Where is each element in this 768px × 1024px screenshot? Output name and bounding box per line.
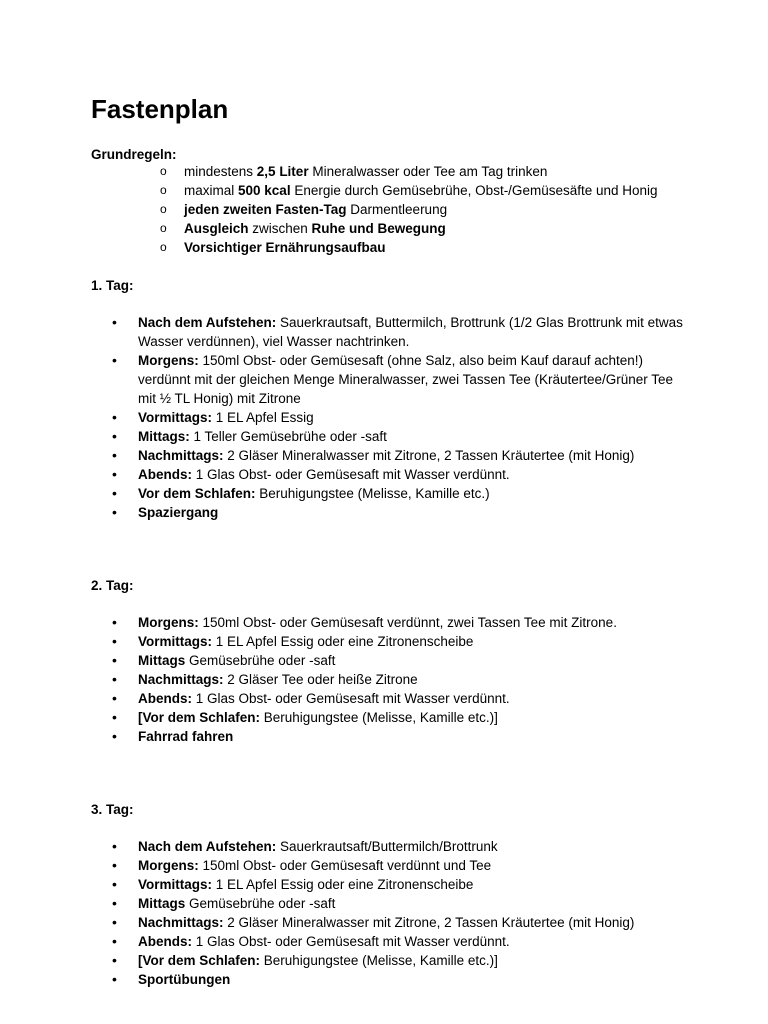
grundregeln-label: Grundregeln: (91, 147, 177, 162)
day-2-list (0, 613, 690, 746)
day-1-label: 1. Tag: (91, 278, 134, 293)
list-item: • Abends: 1 Glas Obst- oder Gemüsesaft mit Wasser verdünnt. (0, 465, 690, 484)
list-item: • Mittags Gemüsebrühe oder -saft (0, 894, 690, 913)
page-title: Fastenplan (91, 94, 229, 124)
list-item: • Fahrrad fahren (0, 727, 690, 746)
list-item: • Nach dem Aufstehen: Sauerkrautsaft/Buttermilch/Brottrunk (0, 837, 690, 856)
list-item: • Vor dem Schlafen: Beruhigungstee (Melisse, Kamille etc.) (0, 484, 690, 503)
list-item: • Nachmittags: 2 Gläser Mineralwasser mit Zitrone, 2 Tassen Kräutertee (mit Honig) (0, 913, 690, 932)
day-2-label: 2. Tag: (91, 578, 134, 593)
list-item: • Morgens: 150ml Obst- oder Gemüsesaft verdünnt und Tee (0, 856, 690, 875)
day-3-label: 3. Tag: (91, 802, 134, 817)
day-3-list (0, 837, 690, 989)
list-item: o Vorsichtiger Ernährungsaufbau (0, 238, 658, 257)
list-item: o maximal 500 kcal Energie durch Gemüsebrühe, Obst-/Gemüsesäfte und Honig (0, 181, 658, 200)
list-item: • Mittags Gemüsebrühe oder -saft (0, 651, 690, 670)
list-item: • Vormittags: 1 EL Apfel Essig (0, 408, 690, 427)
list-item: • Vormittags: 1 EL Apfel Essig oder eine Zitronenscheibe (0, 875, 690, 894)
list-item: • Nachmittags: 2 Gläser Tee oder heiße Zitrone (0, 670, 690, 689)
list-item: o jeden zweiten Fasten-Tag Darmentleerung (0, 200, 658, 219)
list-item: • Morgens: 150ml Obst- oder Gemüsesaft verdünnt, zwei Tassen Tee mit Zitrone. (0, 613, 690, 632)
list-item: o mindestens 2,5 Liter Mineralwasser oder Tee am Tag trinken (0, 162, 658, 181)
list-item: • Mittags: 1 Teller Gemüsebrühe oder -saft (0, 427, 690, 446)
list-item: • Nach dem Aufstehen: Sauerkrautsaft, Buttermilch, Brottrunk (1/2 Glas Brottrunk mit etwas Wasser verdünnen), viel Wasser nachtrinken. (0, 313, 690, 351)
list-item: • Nachmittags: 2 Gläser Mineralwasser mit Zitrone, 2 Tassen Kräutertee (mit Honig) (0, 446, 690, 465)
list-item: • Abends: 1 Glas Obst- oder Gemüsesaft mit Wasser verdünnt. (0, 932, 690, 951)
list-item: • Vormittags: 1 EL Apfel Essig oder eine Zitronenscheibe (0, 632, 690, 651)
list-item: • Spaziergang (0, 503, 690, 522)
list-item: o Ausgleich zwischen Ruhe und Bewegung (0, 219, 658, 238)
list-item: • [Vor dem Schlafen: Beruhigungstee (Melisse, Kamille etc.)] (0, 708, 690, 727)
list-item: • Abends: 1 Glas Obst- oder Gemüsesaft mit Wasser verdünnt. (0, 689, 690, 708)
list-item: • Morgens: 150ml Obst- oder Gemüsesaft (ohne Salz, also beim Kauf darauf achten!) verdünnt mit der gleichen Menge Mineralwasser, zwei Tassen Tee (Kräutertee/Grüner Tee mit ½ TL Honig) mit Zitrone (0, 351, 690, 408)
list-item: • [Vor dem Schlafen: Beruhigungstee (Melisse, Kamille etc.)] (0, 951, 690, 970)
list-item: • Sportübungen (0, 970, 690, 989)
grundregeln-list (0, 162, 658, 257)
day-1-list (0, 313, 690, 522)
